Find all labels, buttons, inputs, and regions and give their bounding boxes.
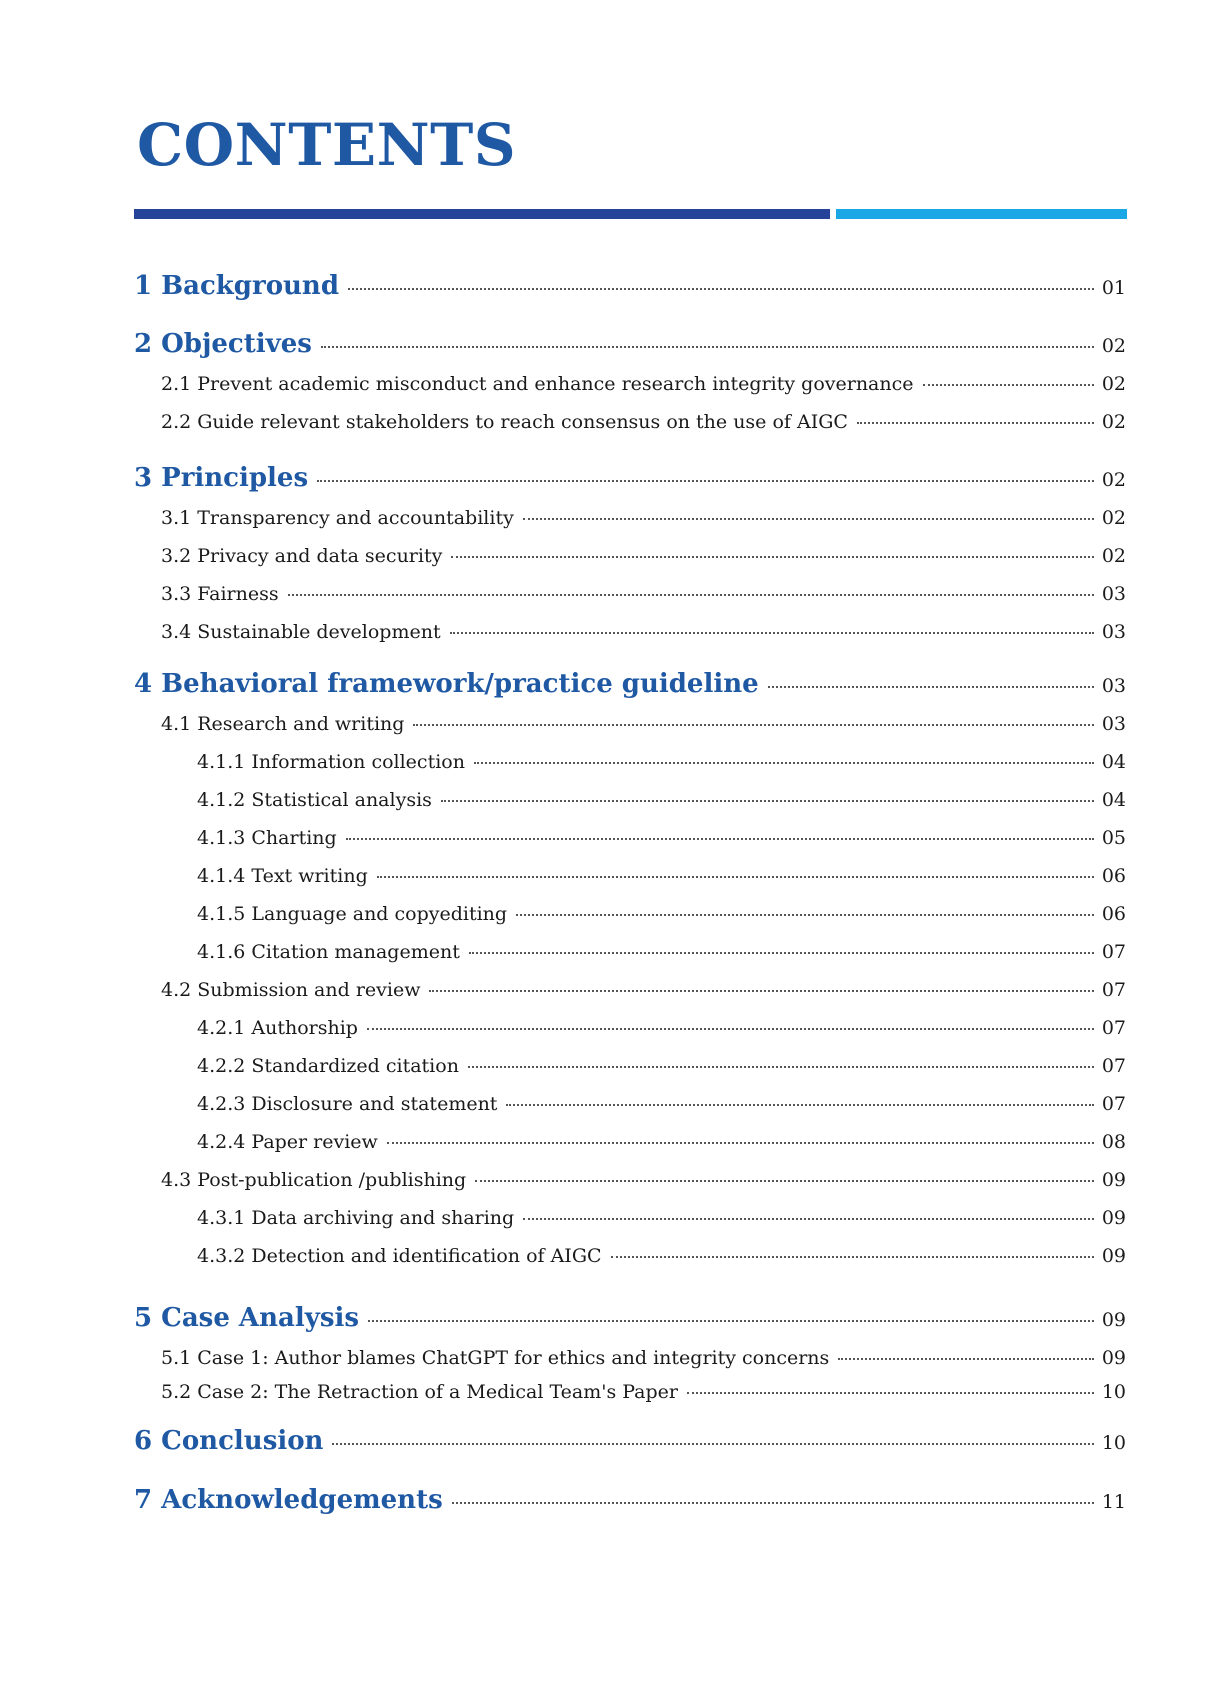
toc-entry-label: 2 Objectives bbox=[134, 329, 312, 359]
dot-leader bbox=[506, 1104, 1093, 1106]
toc-entry-3-2[interactable] bbox=[161, 545, 1126, 567]
toc-entry-2-2[interactable] bbox=[161, 411, 1126, 433]
dot-leader bbox=[687, 1392, 1094, 1394]
toc-entry-page: 07 bbox=[1101, 979, 1126, 1001]
toc-entry-page: 06 bbox=[1101, 903, 1126, 925]
toc-entry-3-1[interactable] bbox=[161, 507, 1126, 529]
dot-leader bbox=[469, 952, 1094, 954]
toc-entry-label: 3.3 Fairness bbox=[161, 583, 279, 605]
toc-entry-principles[interactable] bbox=[134, 463, 1126, 493]
dot-leader bbox=[611, 1256, 1094, 1258]
dot-leader bbox=[387, 1142, 1094, 1144]
dot-leader bbox=[429, 990, 1093, 992]
toc-entry-2-1[interactable] bbox=[161, 373, 1126, 395]
toc-entry-4-1-2[interactable] bbox=[197, 789, 1126, 811]
dot-leader bbox=[368, 1320, 1094, 1322]
toc-entry-page: 07 bbox=[1101, 1055, 1126, 1077]
toc-entry-4-2-1[interactable] bbox=[197, 1017, 1126, 1039]
toc-entry-label: 5.1 Case 1: Author blames ChatGPT for ethics and integrity concerns bbox=[161, 1347, 830, 1369]
dot-leader bbox=[452, 1502, 1094, 1504]
page-title: CONTENTS bbox=[137, 111, 517, 179]
toc-entry-page: 02 bbox=[1101, 411, 1126, 433]
toc-entry-label: 4.1 Research and writing bbox=[161, 713, 405, 735]
toc-entry-label: 4.2 Submission and review bbox=[161, 979, 421, 1001]
dot-leader bbox=[475, 1180, 1094, 1182]
toc-entry-label: 4.1.5 Language and copyediting bbox=[197, 903, 508, 925]
toc-entry-conclusion[interactable] bbox=[134, 1426, 1126, 1456]
dot-leader bbox=[288, 594, 1094, 596]
toc-entry-label: 4.1.1 Information collection bbox=[197, 751, 465, 773]
dot-leader bbox=[332, 1443, 1093, 1445]
toc-entry-objectives[interactable] bbox=[134, 329, 1126, 359]
toc-entry-5-1[interactable] bbox=[161, 1347, 1126, 1369]
dot-leader bbox=[413, 724, 1093, 726]
toc-entry-page: 03 bbox=[1101, 675, 1126, 697]
toc-entry-page: 03 bbox=[1101, 583, 1126, 605]
dot-leader bbox=[516, 914, 1094, 916]
toc-entry-page: 10 bbox=[1101, 1381, 1126, 1403]
toc-entry-label: 3.4 Sustainable development bbox=[161, 621, 441, 643]
toc-entry-label: 4.1.3 Charting bbox=[197, 827, 337, 849]
dot-leader bbox=[523, 518, 1094, 520]
dot-leader bbox=[768, 686, 1094, 688]
toc-entry-page: 04 bbox=[1101, 751, 1126, 773]
toc-entry-page: 09 bbox=[1101, 1169, 1126, 1191]
dot-leader bbox=[451, 556, 1093, 558]
toc-entry-page: 02 bbox=[1101, 335, 1126, 357]
toc-entry-4-1-1[interactable] bbox=[197, 751, 1126, 773]
toc-entry-page: 07 bbox=[1101, 1093, 1126, 1115]
toc-entry-behavioral-framework[interactable] bbox=[134, 669, 1126, 699]
dot-leader bbox=[923, 384, 1094, 386]
dot-leader bbox=[468, 1066, 1094, 1068]
dot-leader bbox=[838, 1358, 1094, 1360]
toc-entry-page: 02 bbox=[1101, 469, 1126, 491]
toc-entry-acknowledgements[interactable] bbox=[134, 1485, 1126, 1515]
dot-leader bbox=[348, 288, 1094, 290]
dot-leader bbox=[474, 762, 1094, 764]
toc-entry-page: 06 bbox=[1101, 865, 1126, 887]
toc-entry-page: 09 bbox=[1101, 1347, 1126, 1369]
toc-entry-label: 4.1.6 Citation management bbox=[197, 941, 460, 963]
dot-leader bbox=[317, 480, 1094, 482]
toc-entry-label: 4.2.2 Standardized citation bbox=[197, 1055, 459, 1077]
dot-leader bbox=[321, 346, 1094, 348]
toc-entry-page: 04 bbox=[1101, 789, 1126, 811]
toc-entry-page: 07 bbox=[1101, 1017, 1126, 1039]
toc-entry-page: 07 bbox=[1101, 941, 1126, 963]
toc-entry-4-3[interactable] bbox=[161, 1169, 1126, 1191]
toc-entry-label: 5 Case Analysis bbox=[134, 1303, 359, 1333]
toc-entry-page: 01 bbox=[1101, 277, 1126, 299]
toc-entry-page: 02 bbox=[1101, 545, 1126, 567]
toc-entry-4-2-2[interactable] bbox=[197, 1055, 1126, 1077]
toc-entry-label: 6 Conclusion bbox=[134, 1426, 324, 1456]
toc-entry-4-3-2[interactable] bbox=[197, 1245, 1126, 1267]
toc-entry-page: 08 bbox=[1101, 1131, 1126, 1153]
toc-entry-label: 2.2 Guide relevant stakeholders to reach consensus on the use of AIGC bbox=[161, 411, 848, 433]
dot-leader bbox=[450, 632, 1094, 634]
toc-entry-label: 4.3.2 Detection and identification of AIGC bbox=[197, 1245, 602, 1267]
toc-entry-page: 09 bbox=[1101, 1245, 1126, 1267]
toc-entry-label: 4.3.1 Data archiving and sharing bbox=[197, 1207, 515, 1229]
toc-entry-4-1-3[interactable] bbox=[197, 827, 1126, 849]
toc-entry-4-2-3[interactable] bbox=[197, 1093, 1126, 1115]
dot-leader bbox=[441, 800, 1094, 802]
toc-entry-page: 09 bbox=[1101, 1207, 1126, 1229]
dot-leader bbox=[523, 1218, 1094, 1220]
toc-entry-page: 11 bbox=[1101, 1491, 1126, 1513]
toc-entry-label: 7 Acknowledgements bbox=[134, 1485, 443, 1515]
toc-entry-4-1-5[interactable] bbox=[197, 903, 1126, 925]
toc-entry-label: 2.1 Prevent academic misconduct and enhance research integrity governance bbox=[161, 373, 914, 395]
dot-leader bbox=[367, 1028, 1094, 1030]
dot-leader bbox=[377, 876, 1094, 878]
toc-entry-page: 03 bbox=[1101, 621, 1126, 643]
toc-entry-page: 05 bbox=[1101, 827, 1126, 849]
toc-entry-page: 03 bbox=[1101, 713, 1126, 735]
toc-entry-label: 3.2 Privacy and data security bbox=[161, 545, 443, 567]
toc-entry-page: 09 bbox=[1101, 1309, 1126, 1331]
toc-entry-5-2[interactable] bbox=[161, 1381, 1126, 1403]
toc-entry-background[interactable] bbox=[134, 271, 1126, 301]
toc-entry-label: 4.1.2 Statistical analysis bbox=[197, 789, 432, 811]
toc-entry-3-4[interactable] bbox=[161, 621, 1126, 643]
toc-entry-page: 02 bbox=[1101, 373, 1126, 395]
toc-entry-label: 4.2.3 Disclosure and statement bbox=[197, 1093, 498, 1115]
toc-entry-label: 4.2.4 Paper review bbox=[197, 1131, 378, 1153]
toc-entry-4-1-4[interactable] bbox=[197, 865, 1126, 887]
toc-entry-case-analysis[interactable] bbox=[134, 1303, 1126, 1333]
toc-entry-label: 4.3 Post-publication /publishing bbox=[161, 1169, 467, 1191]
toc-entry-label: 4.1.4 Text writing bbox=[197, 865, 368, 887]
toc-entry-4-1[interactable] bbox=[161, 713, 1126, 735]
toc-entry-label: 3 Principles bbox=[134, 463, 309, 493]
toc-entry-label: 3.1 Transparency and accountability bbox=[161, 507, 514, 529]
toc-entry-label: 5.2 Case 2: The Retraction of a Medical Team's Paper bbox=[161, 1381, 678, 1403]
toc-entry-page: 10 bbox=[1101, 1432, 1126, 1454]
toc-entry-3-3[interactable] bbox=[161, 583, 1126, 605]
toc-entry-4-1-6[interactable] bbox=[197, 941, 1126, 963]
dot-leader bbox=[346, 838, 1094, 840]
toc-entry-label: 4.2.1 Authorship bbox=[197, 1017, 358, 1039]
toc-entry-label: 4 Behavioral framework/practice guideline bbox=[134, 669, 759, 699]
toc-entry-4-2-4[interactable] bbox=[197, 1131, 1126, 1153]
toc-entry-4-3-1[interactable] bbox=[197, 1207, 1126, 1229]
dot-leader bbox=[857, 422, 1094, 424]
toc-entry-page: 02 bbox=[1101, 507, 1126, 529]
toc-entry-4-2[interactable] bbox=[161, 979, 1126, 1001]
toc-entry-label: 1 Background bbox=[134, 271, 340, 301]
